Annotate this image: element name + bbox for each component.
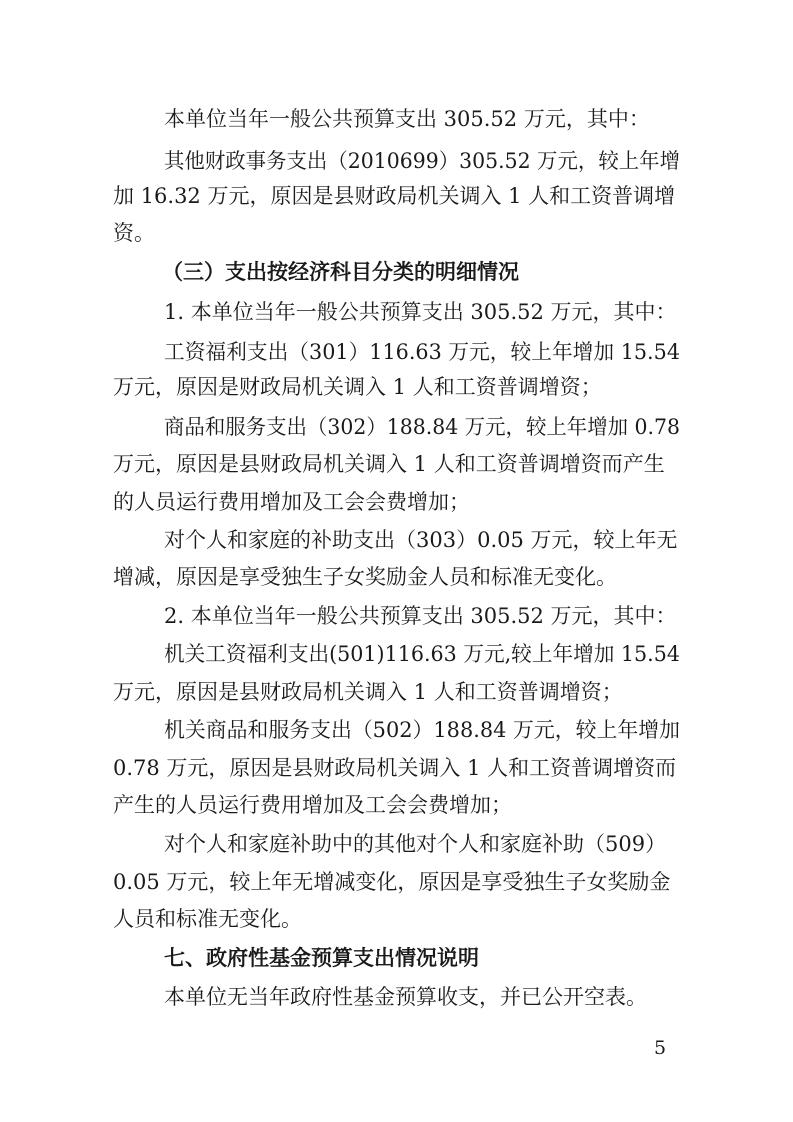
page-number: 5 (654, 1037, 667, 1059)
